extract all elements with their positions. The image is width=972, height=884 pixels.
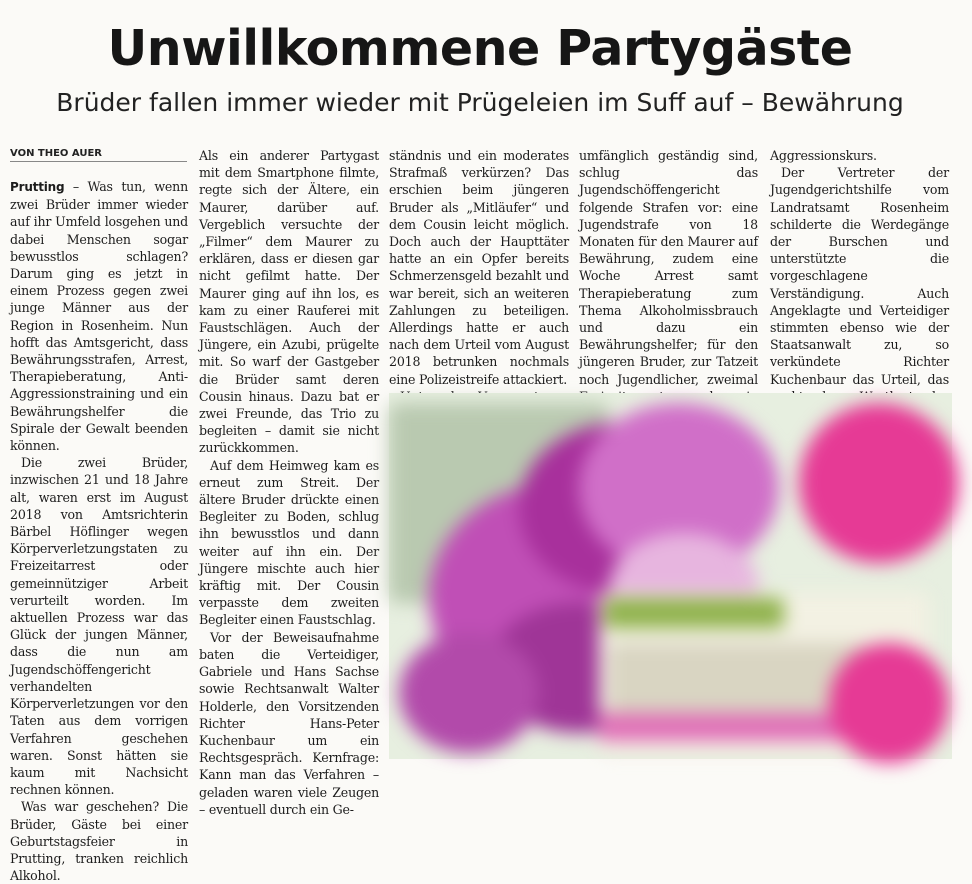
- paragraph: Auf dem Heimweg kam es erneut zum Streit. Der ältere Bruder drückte einen Begleiter zu Boden, schlug ihn bewusstlos und dann weiter auf ihn ein. Der Jüngere mischte auch hier kräftig mit. Der Cousin verpasste dem zweiten Begleiter einen Faustschlag.: [199, 457, 379, 628]
- ad-orchid-image: [369, 373, 972, 779]
- paragraph: ständnis und ein moderates Strafmaß verkürzen? Das erschien beim jüngeren Bruder als „Mitläufer“ und dem Cousin leicht möglich. Doch auch der Haupttäter hatte an ein Opfer bereits Schmerzensgeld bezahlt und war bereit, sich an weiteren Zahlungen zu beteiligen. Allerdings hatte er auch nach dem Urteil vom August 2018 betrunken nochmals eine Polizeistreife attackiert.: [389, 148, 569, 387]
- article-column-5: [770, 147, 949, 397]
- paragraph-text: – Was tun, wenn zwei Brüder immer wieder auf ihr Umfeld losgehen und dabei Menschen sogar bewusstlos schlagen? Darum ging es jetzt in einem Prozess gegen zwei junge Männer aus der Region in Rosenheim. Nun hofft das Amtsgericht, dass Bewährungsstrafen, Arrest, Therapieberatung, Anti-Aggressionstraining und ein Bewährungshelfer die Spirale der Gewalt beenden können.: [10, 179, 188, 454]
- ad-badge-circle: [829, 643, 949, 763]
- paragraph: [10, 178, 188, 454]
- ad-badge-circle: [799, 403, 959, 563]
- byline: VON THEO AUER: [10, 148, 187, 162]
- paragraph: Die zwei Brüder, inzwischen 21 und 18 Jahre alt, waren erst im August 2018 von Amtsrichterin Bärbel Höflinger wegen Körperverletzungstaten zu Freizeitarrest oder gemeinnütziger Arbeit verurteilt worden. Im aktuellen Prozess war das Glück der jungen Männer, dass die nun am Jugendschöffengericht verhandelten Körperverletzungen vor den Taten aus dem vorrigen Verfahren geschehen waren. Sonst hätten sie kaum mit Nachsicht rechnen können.: [10, 455, 188, 798]
- paragraph: Der Vertreter der Jugendgerichtshilfe vom Landratsamt Rosenheim schilderte die Werdegänge der Burschen und unterstützte die vorgeschlagene Verständigung. Auch Angeklagte und Verteidiger stimmten ebenso wie der Staatsanwalt zu, so verkündete Richter Kuchenbaur das Urteil, das: [770, 165, 949, 387]
- headline: Unwillkommene Partygäste: [107, 20, 853, 77]
- subheadline: Brüder fallen immer wieder mit Prügeleien im Suff auf – Bewährung: [56, 88, 904, 117]
- dateline-location: Prutting: [10, 180, 65, 194]
- article-column-2: [199, 147, 379, 817]
- article-column-3: [389, 147, 569, 397]
- paragraph: Als ein anderer Partygast mit dem Smartphone filmte, regte sich der Ältere, ein Maurer, darüber auf. Vergeblich versuchte der „Filmer“ dem Maurer zu erklären, dass er diesen gar nicht gefilmt hatte. Der Maurer ging auf ihn los, es kam zu einer Rauferei mit Faustschlägen. Auch der Jüngere, ein Azubi, prügelte mit. So warf der Gastgeber die Brüder samt deren Cousin hinaus. Dazu bat er zwei Freunde, das Trio zu begleiten – damit sie nicht zurückkommen.: [199, 148, 379, 456]
- paragraph: umfänglich geständig sind, schlug das Jugendschöffengericht folgende Strafen vor: eine Jugendstrafe von 18 Monaten für den Maurer auf Bewährung, zudem eine Woche Arrest samt Therapieberatung zum Thema Alkoholmissbrauch und dazu ein Bewährungshelfer; für den jüngeren Bruder, zur Tatzeit noch Jugendlicher, zweimal: [579, 148, 758, 387]
- ad-flower-blob: [399, 633, 539, 753]
- paragraph: Was war geschehen? Die Brüder, Gäste bei einer Geburtstagsfeier in Prutting, tranken reichlich Alkohol.: [10, 799, 188, 884]
- paragraph: Vor der Beweisaufnahme baten die Verteidiger, Gabriele und Hans Sachse sowie Rechtsanwalt Walter Holderle, den Vorsitzenden Richter Hans-Peter Kuchenbaur um ein Rechtsgespräch. Kernfrage: Kann man das Verfahren – geladen waren viele Zeugen – eventuell durch ein Ge-: [199, 629, 379, 817]
- article-column-4: [579, 147, 758, 397]
- paragraph: Aggressionskurs.: [770, 148, 877, 163]
- ad-panel-header: [604, 598, 784, 628]
- article-column-1: [10, 178, 188, 884]
- blurred-advertisement: [389, 393, 952, 759]
